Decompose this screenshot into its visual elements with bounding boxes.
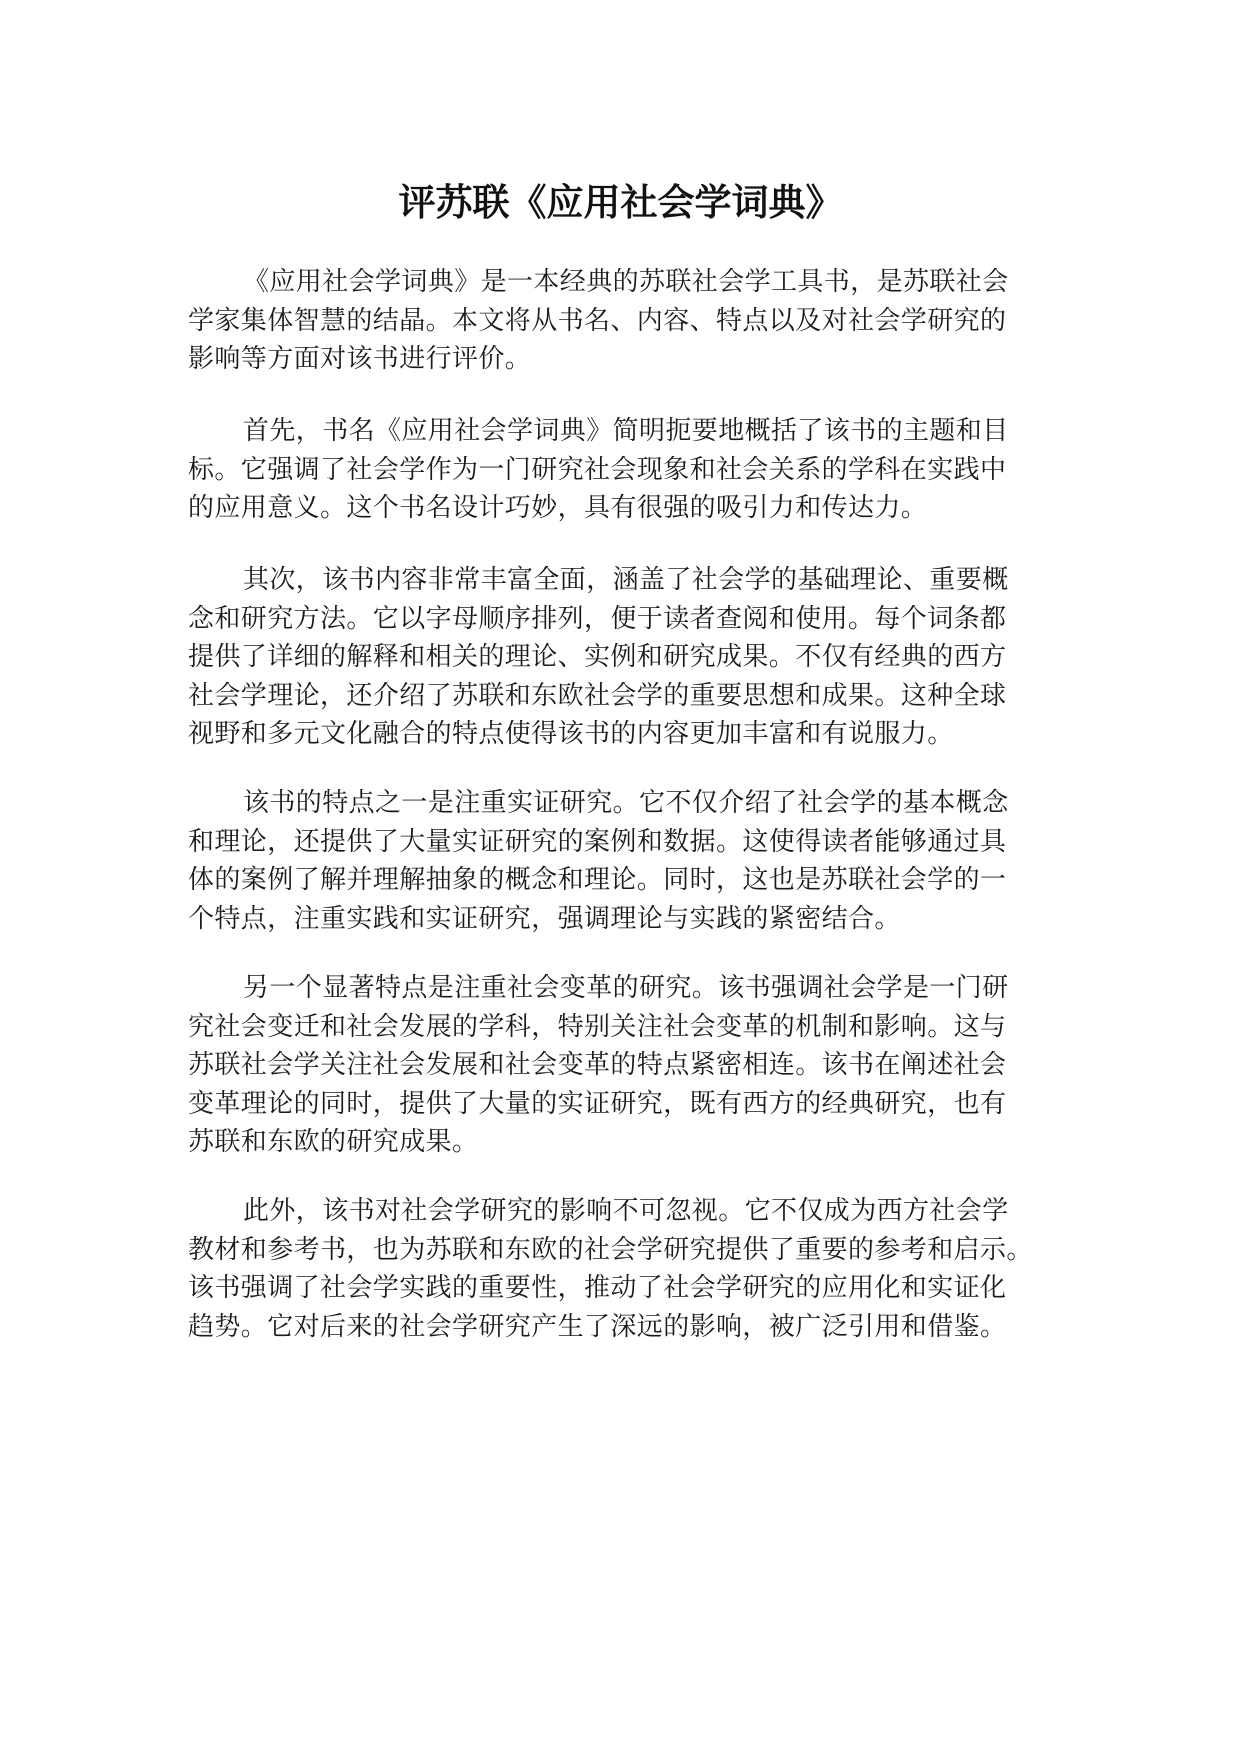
paragraph-line: 其次，该书内容非常丰富全面，涵盖了社会学的基础理论、重要概 bbox=[243, 565, 1009, 595]
paragraph-line: 教材和参考书，也为苏联和东欧的社会学研究提供了重要的参考和启示。 bbox=[188, 1234, 1033, 1265]
paragraph-line: 该书的特点之一是注重实证研究。它不仅介绍了社会学的基本概念 bbox=[243, 788, 1009, 818]
paragraph-line: 此外，该书对社会学研究的影响不可忽视。它不仅成为西方社会学 bbox=[243, 1196, 1009, 1226]
paragraph-content-analysis bbox=[188, 561, 1068, 754]
paragraph-line: 影响等方面对该书进行评价。 bbox=[188, 344, 532, 374]
paragraph-empirical-research bbox=[188, 784, 1068, 938]
paragraph-line: 苏联和东欧的研究成果。 bbox=[188, 1127, 479, 1157]
paragraph-line: 和理论，还提供了大量实证研究的案例和数据。这使得读者能够通过具 bbox=[188, 826, 1007, 857]
paragraph-line: 学家集体智慧的结晶。本文将从书名、内容、特点以及对社会学研究的 bbox=[188, 305, 1007, 336]
paragraph-line: 标。它强调了社会学作为一门研究社会现象和社会关系的学科在实践中 bbox=[188, 454, 1007, 485]
paragraph-line: 体的案例了解并理解抽象的概念和理论。同时，这也是苏联社会学的一 bbox=[188, 865, 1007, 895]
paragraph-line: 个特点，注重实践和实证研究，强调理论与实践的紧密结合。 bbox=[188, 903, 901, 934]
paragraph-influence bbox=[188, 1192, 1068, 1346]
paragraph-line: 的应用意义。这个书名设计巧妙，具有很强的吸引力和传达力。 bbox=[188, 493, 928, 523]
paragraph-line: 苏联社会学关注社会发展和社会变革的特点紧密相连。该书在阐述社会 bbox=[188, 1050, 1007, 1080]
paragraph-line: 该书强调了社会学实践的重要性，推动了社会学研究的应用化和实证化 bbox=[188, 1273, 1007, 1303]
paragraph-line: 趋势。它对后来的社会学研究产生了深远的影响，被广泛引用和借鉴。 bbox=[188, 1311, 1007, 1342]
paragraph-line: 视野和多元文化融合的特点使得该书的内容更加丰富和有说服力。 bbox=[188, 719, 954, 749]
paragraph-title-analysis bbox=[188, 412, 1068, 528]
paragraph-line: 念和研究方法。它以字母顺序排列，便于读者查阅和使用。每个词条都 bbox=[188, 603, 1007, 634]
paragraph-introduction bbox=[188, 263, 1068, 379]
document-title: 评苏联《应用社会学词典》 bbox=[398, 181, 843, 224]
paragraph-line: 社会学理论，还介绍了苏联和东欧社会学的重要思想和成果。这种全球 bbox=[188, 680, 1007, 711]
paragraph-line: 究社会变迁和社会发展的学科，特别关注社会变革的机制和影响。这与 bbox=[188, 1011, 1007, 1042]
paragraph-line: 《应用社会学词典》是一本经典的苏联社会学工具书，是苏联社会 bbox=[243, 267, 1009, 297]
paragraph-line: 首先，书名《应用社会学词典》简明扼要地概括了该书的主题和目 bbox=[243, 416, 1009, 446]
paragraph-social-change bbox=[188, 969, 1068, 1162]
paragraph-line: 提供了详细的解释和相关的理论、实例和研究成果。不仅有经典的西方 bbox=[188, 642, 1007, 672]
paragraph-line: 另一个显著特点是注重社会变革的研究。该书强调社会学是一门研 bbox=[243, 973, 1009, 1003]
paragraph-line: 变革理论的同时，提供了大量的实证研究，既有西方的经典研究，也有 bbox=[188, 1088, 1007, 1119]
